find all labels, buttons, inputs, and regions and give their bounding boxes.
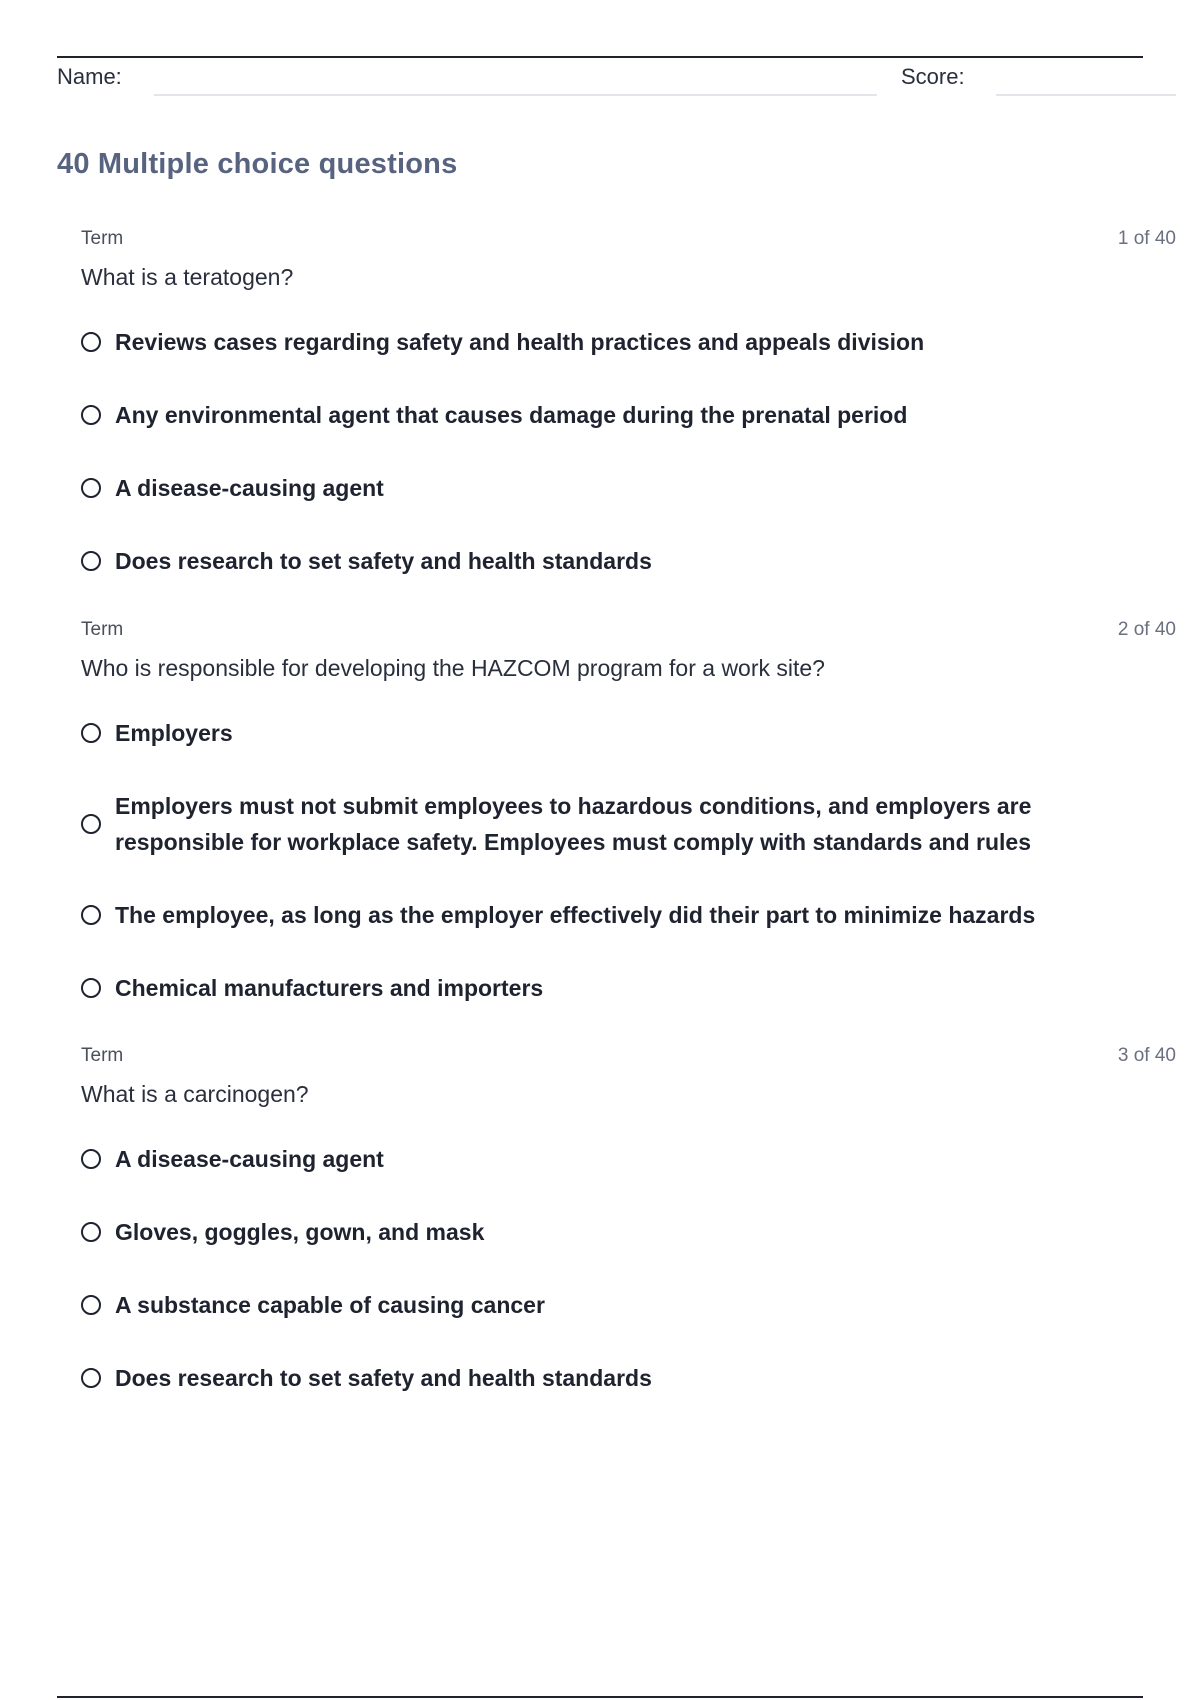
answer-option[interactable] (81, 1141, 384, 1177)
answer-option-label: Does research to set safety and health standards (115, 1365, 652, 1391)
answer-option-label: A disease-causing agent (115, 1146, 384, 1172)
question-prompt: What is a teratogen? (81, 264, 294, 290)
radio-button[interactable] (81, 478, 101, 498)
answer-option[interactable] (81, 470, 384, 506)
answer-option-label: Chemical manufacturers and importers (115, 975, 544, 1001)
answer-option-label: Does research to set safety and health standards (115, 548, 652, 574)
radio-button[interactable] (81, 814, 101, 834)
term-label: Term (81, 228, 124, 249)
top-divider (57, 56, 1143, 58)
bottom-divider (57, 1696, 1143, 1698)
answer-option[interactable] (81, 324, 924, 360)
answer-option[interactable] (81, 1287, 545, 1323)
answer-option[interactable] (81, 788, 1075, 860)
question-counter: 3 of 40 (1117, 1045, 1176, 1066)
term-label: Term (81, 1045, 124, 1066)
answer-option[interactable] (81, 715, 233, 751)
answer-option-label: Any environmental agent that causes damage during the prenatal period (115, 402, 908, 428)
radio-button[interactable] (81, 405, 101, 425)
radio-button[interactable] (81, 551, 101, 571)
answer-option[interactable] (81, 1360, 652, 1396)
answer-option[interactable] (81, 1214, 484, 1250)
answer-option-label: Gloves, goggles, gown, and mask (115, 1219, 485, 1245)
question-prompt: What is a carcinogen? (81, 1081, 309, 1107)
radio-button[interactable] (81, 723, 101, 743)
radio-button[interactable] (81, 978, 101, 998)
name-field[interactable] (154, 94, 877, 96)
answer-option[interactable] (81, 897, 1035, 933)
answer-option-label: The employee, as long as the employer effectively did their part to minimize hazards (115, 902, 1036, 928)
answer-option[interactable] (81, 543, 652, 579)
answer-option-label: Employers must not submit employees to hazardous conditions, and employers are responsible for workplace safety. Employees must comply with standards and rules (115, 793, 1032, 855)
radio-button[interactable] (81, 332, 101, 352)
term-label: Term (81, 619, 124, 640)
page-title: 40 Multiple choice questions (57, 148, 458, 180)
answer-option-label: A disease-causing agent (115, 475, 384, 501)
question-prompt: Who is responsible for developing the HAZCOM program for a work site? (81, 655, 825, 681)
answer-option-label: A substance capable of causing cancer (115, 1292, 545, 1318)
score-field[interactable] (996, 94, 1176, 96)
radio-button[interactable] (81, 1368, 101, 1388)
answer-option-label: Employers (115, 720, 233, 746)
question-counter: 2 of 40 (1117, 619, 1176, 640)
radio-button[interactable] (81, 905, 101, 925)
question-counter: 1 of 40 (1117, 228, 1176, 249)
answer-option-label: Reviews cases regarding safety and health practices and appeals division (115, 329, 925, 355)
radio-button[interactable] (81, 1295, 101, 1315)
radio-button[interactable] (81, 1149, 101, 1169)
name-label: Name: (57, 64, 122, 89)
score-label: Score: (901, 64, 965, 89)
answer-option[interactable] (81, 970, 543, 1006)
answer-option[interactable] (81, 397, 907, 433)
radio-button[interactable] (81, 1222, 101, 1242)
